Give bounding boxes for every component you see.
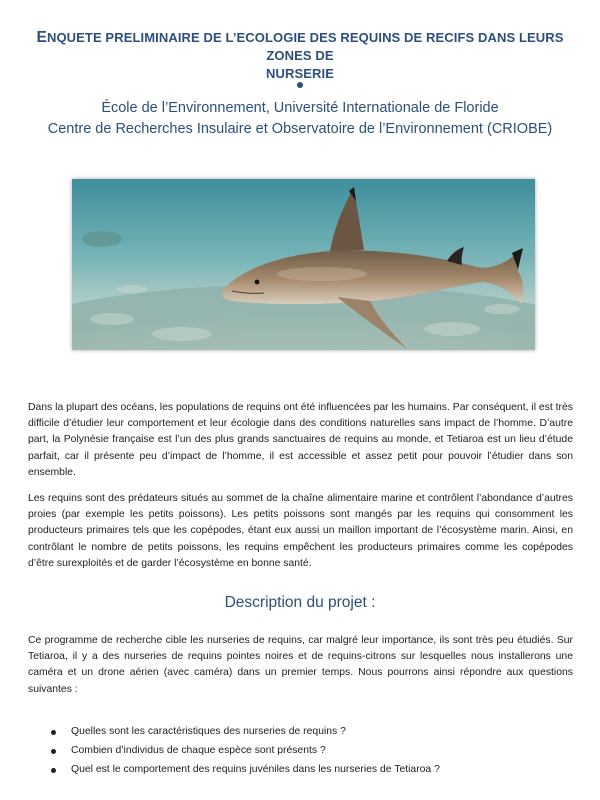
list-item: Quelles sont les caractéristiques des nurseries de requins ? <box>48 723 568 742</box>
institution-line-2: Centre de Recherches Insulaire et Observatoire de l’Environnement (CRIOBE) <box>47 121 553 137</box>
shark-illustration <box>72 179 535 350</box>
title-line-2: NURSERIE <box>266 66 334 81</box>
bullet-icon <box>51 730 56 735</box>
list-item: Quel est le comportement des requins juvéniles dans les nurseries de Tetiaroa ? <box>48 761 568 780</box>
research-questions-list <box>48 723 568 779</box>
project-section-title: Description du projet : <box>224 594 376 611</box>
institution-line-1: École de l’Environnement, Université Internationale de Floride <box>101 100 499 116</box>
list-item: Combien d’individus de chaque espèce sont présents ? <box>48 742 568 761</box>
shark-photo <box>72 179 535 350</box>
document-title <box>30 29 570 83</box>
intro-paragraph-1: Dans la plupart des océans, les populations de requins ont été influencées par les humains. Par conséquent, il est très difficile d’étudier leur comportement et leur écologie dans des conditions naturelles sans impact de l’homme. D’autre part, la Polynésie française est l’un des plus grands sanctuaires de requins au monde, et Tetiaroa est un lieu d’étude parfait, car il présente peu d’impact de l’homme, il est accessible et assez petit pour pouvoir l’étudier dans son ensemble. <box>28 402 573 478</box>
intro-paragraph-2: Les requins sont des prédateurs situés au sommet de la chaîne alimentaire marine et contrôlent l’abondance d’autres proies (par exemple les petits poissons). Les petits poissons sont mangés par les requins qui consomment les producteurs primaires tels que les copépodes, étant eux aussi un maillon important de l’écosystème marin. Ainsi, en contrôlant le nombre de petits poissons, les requins empêchent les producteurs primaires comme les copépodes d’être surexploités et de garder l’écosystème en bonne santé. <box>28 493 573 569</box>
project-paragraph: Ce programme de recherche cible les nurseries de requins, car malgré leur importance, ils sont très peu étudiés. Sur Tetiaroa, il y a des nurseries de requins pointes noires et de requins-citrons sur lesquelles nous installerons une caméra et un drone aérien (avec caméra) dans un premier temps. Nous pourrons ainsi répondre aux questions suivantes : <box>28 635 573 695</box>
title-separator-dot <box>297 82 303 88</box>
title-line-1: ENQUETE PRELIMINAIRE DE L’ECOLOGIE DES REQUINS DE RECIFS DANS LEURS ZONES DE <box>36 29 564 63</box>
bullet-icon <box>51 768 56 773</box>
institution-block <box>20 98 580 140</box>
bullet-icon <box>51 749 56 754</box>
